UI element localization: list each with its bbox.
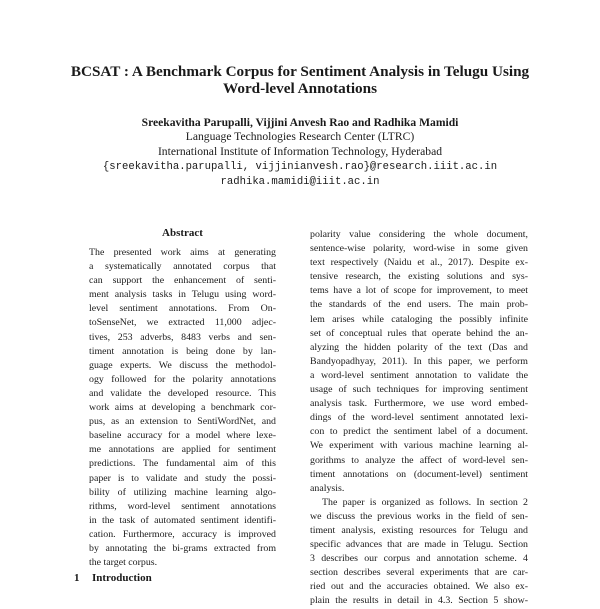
abstract-section — [89, 226, 276, 570]
affiliation-block — [60, 129, 540, 190]
abstract-line: ment analysis tasks in Telugu using word- — [89, 289, 276, 301]
body-line: specific advances that are made in Telugu. Section — [310, 539, 528, 551]
body-line: 3 describes our corpus and annotation scheme. 4 — [310, 553, 528, 565]
body-line: timent analysis, existing resources for Telugu and — [310, 524, 528, 536]
affiliation-line: International Institute of Information Technology, Hyderabad — [157, 145, 443, 159]
abstract-line: cation. Furthermore, accuracy is improved — [89, 528, 276, 540]
paper-title-line: BCSAT : A Benchmark Corpus for Sentiment Analysis in Telugu Using — [70, 63, 530, 80]
abstract-line: guage experts. We discuss the methodol- — [89, 359, 276, 371]
body-line: a word-level sentiment annotation to validate the — [310, 369, 528, 381]
body-line: Bandyopadhyay, 2011). In this paper, we perform — [310, 355, 528, 367]
abstract-line: a systematically annotated corpus that — [89, 261, 276, 273]
body-line: text respectively (Naidu et al., 2017). Despite ex- — [310, 257, 528, 269]
abstract-line: baseline accuracy for a model where lexe- — [89, 430, 276, 442]
affiliation-line: Language Technologies Research Center (LTRC) — [185, 130, 415, 143]
abstract-line: the target corpus. — [89, 557, 158, 569]
email-line: {sreekavitha.parupalli, vijjinianvesh.rao}@research.iiit.ac.in — [102, 160, 498, 173]
body-line: we discuss the previous works in the field of sen- — [310, 510, 528, 522]
abstract-line: predictions. The fundamental aim of this — [89, 458, 276, 470]
abstract-line: timent annotation is being done by lan- — [89, 345, 276, 357]
body-line: lem arises while cataloging the possibly infinite — [310, 313, 528, 325]
abstract-line: ogy followed for the polarity annotations — [89, 373, 276, 385]
abstract-line: pus, as an extension to SentiWordNet, and — [89, 416, 276, 428]
body-line: tensive research, the existing solutions and sys- — [310, 271, 528, 283]
abstract-line: bility of utilizing machine learning algo- — [89, 486, 276, 498]
body-line: usage of such techniques for improving sentiment — [310, 384, 528, 396]
abstract-line: in the task of automated sentiment identifi- — [89, 514, 276, 526]
body-line: section describes several experiments that are car- — [310, 567, 528, 579]
body-line: timent annotations on (document-level) sentiment — [310, 468, 528, 480]
body-line: dings of the word-level sentiment annotated lexi- — [310, 412, 528, 424]
paper-title — [60, 63, 540, 97]
abstract-line: paper is to validate and study the possi- — [89, 472, 276, 484]
body-line: the standards of the end users. The main prob- — [310, 299, 528, 311]
abstract-heading: Abstract — [162, 227, 203, 239]
body-line: alyzing the hidden polarity of the text (Das and — [310, 341, 528, 353]
body-line: ried out and the accuracies obtained. We also ex- — [310, 581, 528, 593]
abstract-line: rithms, word-level sentiment annotations — [89, 500, 276, 512]
body-line: analysis. — [310, 482, 345, 494]
body-line: gorithms to analyze the affect of word-level sen- — [310, 454, 528, 466]
abstract-body — [89, 246, 276, 570]
abstract-line: and validate the developed resource. This — [89, 387, 276, 399]
body-line: analysis task. Furthermore, we use word embed- — [310, 398, 528, 410]
abstract-line: level sentiment annotations. From On- — [89, 303, 276, 315]
abstract-line: by annotating the bi-grams extracted from — [89, 542, 276, 554]
body-line: sentence-wise polarity, word-wise in some given — [310, 243, 528, 255]
abstract-line: toSenseNet, we extracted 11,000 adjec- — [89, 317, 276, 329]
abstract-line: me annotations are applied for sentiment — [89, 444, 276, 456]
paper-title-line: Word-level Annotations — [223, 80, 377, 97]
body-line: plain the results in detail in 4.3. Section 5 show- — [310, 595, 528, 607]
section-number: 1 — [74, 572, 80, 584]
body-line: We experiment with various machine learning al- — [310, 440, 528, 452]
body-line: tems have a lot of scope for improvement, to meet — [310, 285, 528, 297]
email-line: radhika.mamidi@iiit.ac.in — [220, 175, 380, 188]
right-column-text — [310, 228, 528, 609]
abstract-line: can support the enhancement of senti- — [89, 275, 276, 287]
abstract-line: The presented work aims at generating — [89, 247, 276, 258]
body-line: con to predict the sentiment label of a document. — [310, 426, 528, 438]
body-line: set of conceptual rules that operate behind the an- — [310, 327, 528, 339]
abstract-line: tives, 253 adverbs, 8483 verbs and sen- — [89, 331, 276, 343]
introduction-heading — [74, 571, 152, 585]
section-title: Introduction — [92, 572, 152, 584]
body-line: polarity value considering the whole document, — [310, 229, 528, 240]
abstract-line: work aims at developing a benchmark cor- — [89, 402, 276, 414]
body-line: The paper is organized as follows. In section 2 — [322, 496, 528, 508]
author-list: Sreekavitha Parupalli, Vijjini Anvesh Rao and Radhika Mamidi — [141, 116, 459, 129]
